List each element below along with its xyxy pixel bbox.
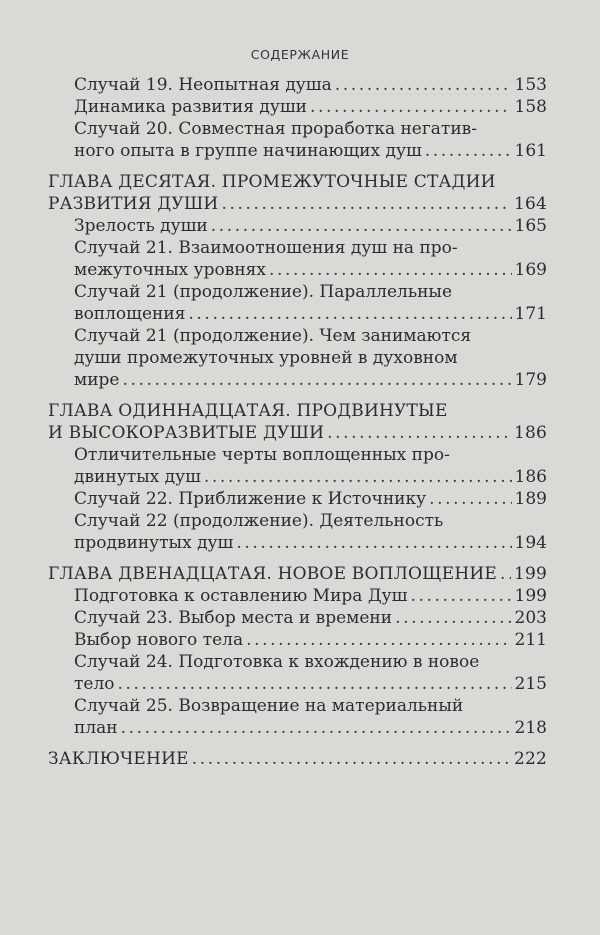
toc-chapter-entry xyxy=(48,171,547,215)
page-number: 203 xyxy=(514,608,547,628)
toc-entry-title: воплощения xyxy=(74,304,186,324)
running-head: СОДЕРЖАНИЕ xyxy=(250,47,350,62)
toc-entry-title: межуточных уровнях xyxy=(74,260,266,280)
toc-entry-last-line xyxy=(74,303,547,325)
dot-leader xyxy=(269,259,512,281)
dot-leader xyxy=(425,140,512,162)
toc-entry-title: Выбор нового тела xyxy=(74,630,244,650)
toc-entry-last-line xyxy=(74,629,547,651)
dot-leader xyxy=(204,466,512,488)
page-number: 199 xyxy=(513,564,547,584)
toc-entry-text-line: ГЛАВА ДЕСЯТАЯ. ПРОМЕЖУТОЧНЫЕ СТАДИИ xyxy=(48,172,496,192)
dot-leader xyxy=(236,532,511,554)
toc-entry xyxy=(48,325,547,391)
toc-entry-last-line xyxy=(74,488,547,510)
toc-chapter-entry xyxy=(48,563,547,585)
dot-leader xyxy=(211,215,512,237)
page-number: 218 xyxy=(514,718,547,738)
toc-entry-text-line: ГЛАВА ОДИННАДЦАТАЯ. ПРОДВИНУТЫЕ xyxy=(48,401,448,421)
toc-entry-title: ного опыта в группе начинающих душ xyxy=(74,141,422,161)
page-number: 194 xyxy=(514,533,547,553)
toc-entry-text-line: Случай 20. Совместная проработка негатив- xyxy=(74,119,477,139)
toc-entry-title: Случай 23. Выбор места и времени xyxy=(74,608,393,628)
dot-leader xyxy=(118,673,512,695)
toc-entry-title: Случай 19. Неопытная душа xyxy=(74,75,332,95)
toc-entry-title: Зрелость души xyxy=(74,216,208,236)
toc-entry-last-line xyxy=(48,193,547,215)
page-number: 169 xyxy=(514,260,547,280)
toc-entry-last-line xyxy=(74,717,547,739)
dot-leader xyxy=(395,607,511,629)
toc-entry xyxy=(48,585,547,607)
toc-entry xyxy=(48,695,547,739)
dot-leader xyxy=(335,74,512,96)
toc-entry xyxy=(48,237,547,281)
toc-entry-last-line xyxy=(74,74,547,96)
toc-entry-last-line xyxy=(74,369,547,391)
table-of-contents xyxy=(48,74,547,770)
toc-entry-last-line xyxy=(74,215,547,237)
toc-chapter-entry xyxy=(48,748,547,770)
toc-entry xyxy=(48,74,547,96)
page-number: 171 xyxy=(514,304,547,324)
toc-entry xyxy=(48,281,547,325)
toc-entry-last-line xyxy=(48,563,547,585)
toc-entry-text-line: Случай 21 (продолжение). Чем занимаются xyxy=(74,326,472,346)
toc-entry xyxy=(48,215,547,237)
toc-entry-last-line xyxy=(74,259,547,281)
toc-entry-title: Подготовка к оставлению Мира Душ xyxy=(74,586,408,606)
toc-entry xyxy=(48,607,547,629)
toc-entry-last-line xyxy=(74,673,547,695)
page-number: 165 xyxy=(514,216,547,236)
dot-leader xyxy=(327,422,511,444)
toc-entry-last-line xyxy=(74,466,547,488)
toc-entry-text-line: Отличительные черты воплощенных про- xyxy=(74,445,450,465)
toc-entry-text-line: Случай 24. Подготовка к вхождению в новое xyxy=(74,652,480,672)
toc-entry-last-line xyxy=(48,748,547,770)
dot-leader xyxy=(188,303,511,325)
dot-leader xyxy=(410,585,511,607)
dot-leader xyxy=(429,488,511,510)
toc-entry xyxy=(48,96,547,118)
toc-entry-last-line xyxy=(74,532,547,554)
toc-entry xyxy=(48,510,547,554)
toc-entry-text-line: Случай 25. Возвращение на материальный xyxy=(74,696,464,716)
toc-entry-title: ЗАКЛЮЧЕНИЕ xyxy=(48,749,189,769)
toc-entry-last-line xyxy=(74,585,547,607)
toc-entry-title: план xyxy=(74,718,118,738)
toc-entry xyxy=(48,444,547,488)
toc-entry-text-line: души промежуточных уровней в духовном xyxy=(74,348,458,368)
toc-entry-last-line xyxy=(74,140,547,162)
toc-entry-title: продвинутых душ xyxy=(74,533,234,553)
toc-entry-title: мире xyxy=(74,370,120,390)
dot-leader xyxy=(310,96,512,118)
page-number: 189 xyxy=(514,489,547,509)
toc-entry-title: И ВЫСОКОРАЗВИТЫЕ ДУШИ xyxy=(48,423,325,443)
page-number: 158 xyxy=(514,97,547,117)
toc-entry-text-line: Случай 21 (продолжение). Параллельные xyxy=(74,282,453,302)
page-number: 215 xyxy=(514,674,547,694)
page-number: 222 xyxy=(513,749,547,769)
dot-leader xyxy=(121,717,512,739)
dot-leader xyxy=(221,193,510,215)
page-number: 153 xyxy=(514,75,547,95)
toc-entry-title: Случай 22. Приближение к Источнику xyxy=(74,489,427,509)
toc-entry-last-line xyxy=(74,607,547,629)
toc-entry-title: РАЗВИТИЯ ДУШИ xyxy=(48,194,219,214)
toc-entry xyxy=(48,488,547,510)
toc-entry-last-line xyxy=(74,96,547,118)
dot-leader xyxy=(123,369,512,391)
page-number: 179 xyxy=(514,370,547,390)
toc-entry-title: ГЛАВА ДВЕНАДЦАТАЯ. НОВОЕ ВОПЛОЩЕНИЕ xyxy=(48,564,498,584)
toc-entry-title: тело xyxy=(74,674,115,694)
toc-entry xyxy=(48,629,547,651)
dot-leader xyxy=(500,563,511,585)
dot-leader xyxy=(192,748,511,770)
page-number: 161 xyxy=(514,141,547,161)
toc-entry xyxy=(48,118,547,162)
page-number: 186 xyxy=(514,467,547,487)
toc-entry xyxy=(48,651,547,695)
page-number: 186 xyxy=(513,423,547,443)
toc-entry-title: двинутых душ xyxy=(74,467,201,487)
toc-entry-title: Динамика развития души xyxy=(74,97,307,117)
page-number: 199 xyxy=(514,586,547,606)
toc-chapter-entry xyxy=(48,400,547,444)
dot-leader xyxy=(246,629,511,651)
page-number: 164 xyxy=(513,194,547,214)
toc-entry-last-line xyxy=(48,422,547,444)
toc-entry-text-line: Случай 22 (продолжение). Деятельность xyxy=(74,511,444,531)
toc-entry-text-line: Случай 21. Взаимоотношения душ на про- xyxy=(74,238,458,258)
page-number: 211 xyxy=(514,630,547,650)
